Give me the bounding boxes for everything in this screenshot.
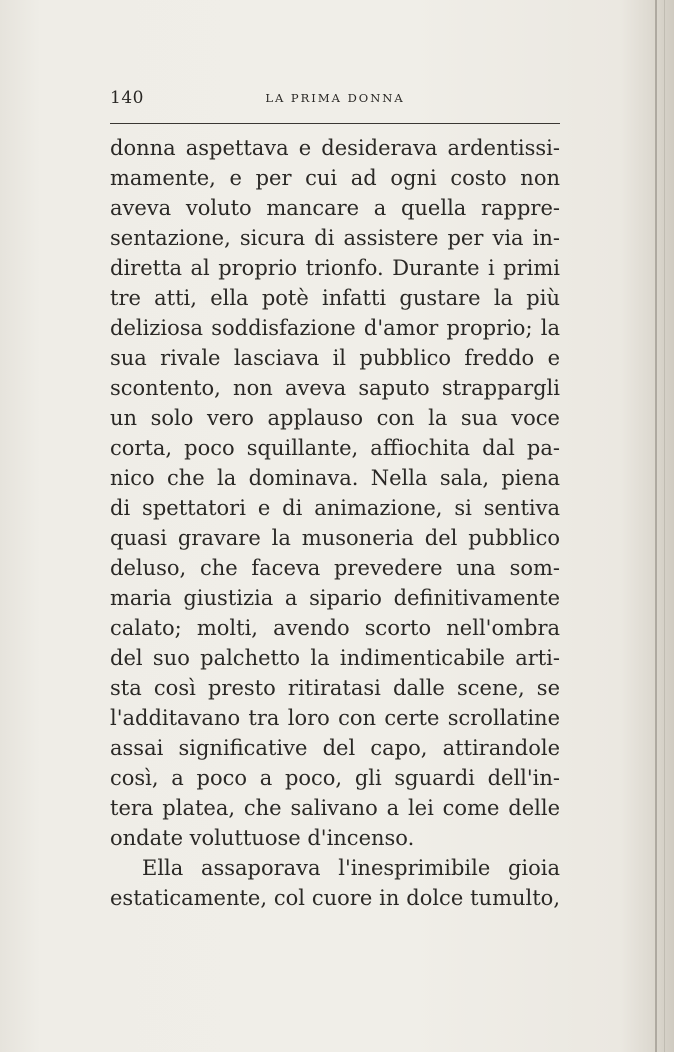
- text-line: sua rivale lasciava il pubblico freddo e: [110, 346, 560, 370]
- text-line: donna aspettava e desiderava ardentissi-: [110, 136, 560, 160]
- header-rule: [110, 123, 560, 124]
- text-line: calato; molti, avendo scorto nell'ombra: [110, 616, 560, 640]
- text-line: diretta al proprio trionfo. Durante i primi: [110, 256, 560, 280]
- text-line: mamente, e per cui ad ogni costo non: [110, 166, 560, 190]
- text-line: sta così presto ritiratasi dalle scene, se: [110, 676, 560, 700]
- page-edge-shadow: [655, 0, 657, 1052]
- text-line: assai significative del capo, attirandole: [110, 736, 560, 760]
- text-line: deliziosa soddisfazione d'amor proprio; la: [110, 316, 560, 340]
- running-head: [110, 88, 560, 110]
- paragraph-end-line: ondate voluttuose d'incenso.: [110, 826, 415, 850]
- text-line: corta, poco squillante, affiochita dal pa-: [110, 436, 560, 460]
- text-line: nico che la dominava. Nella sala, piena: [110, 466, 560, 490]
- text-line: maria giustizia a sipario definitivamente: [110, 586, 560, 610]
- text-line: tera platea, che salivano a lei come delle: [110, 796, 560, 820]
- text-line: estaticamente, col cuore in dolce tumulto,: [110, 886, 560, 910]
- text-line: aveva voluto mancare a quella rappre-: [110, 196, 560, 220]
- text-line: un solo vero applauso con la sua voce: [110, 406, 560, 430]
- text-line: sentazione, sicura di assistere per via in-: [110, 226, 560, 250]
- page-edge-shadow-inner: [664, 0, 665, 1052]
- page-number: 140: [110, 88, 144, 108]
- text-line: così, a poco a poco, gli sguardi dell'in-: [110, 766, 560, 790]
- paragraph-start-line: Ella assaporava l'inesprimibile gioia: [142, 856, 560, 880]
- text-line: quasi gravare la musoneria del pubblico: [110, 526, 560, 550]
- text-line: del suo palchetto la indimenticabile arti-: [110, 646, 560, 670]
- body-text: [110, 133, 560, 913]
- text-line: l'additavano tra loro con certe scrollatine: [110, 706, 560, 730]
- text-line: di spettatori e di animazione, si sentiva: [110, 496, 560, 520]
- text-line: deluso, che faceva prevedere una som-: [110, 556, 560, 580]
- text-line: scontento, non aveva saputo strappargli: [110, 376, 560, 400]
- running-title: LA PRIMA DONNA: [265, 91, 405, 105]
- text-line: tre atti, ella potè infatti gustare la più: [110, 286, 560, 310]
